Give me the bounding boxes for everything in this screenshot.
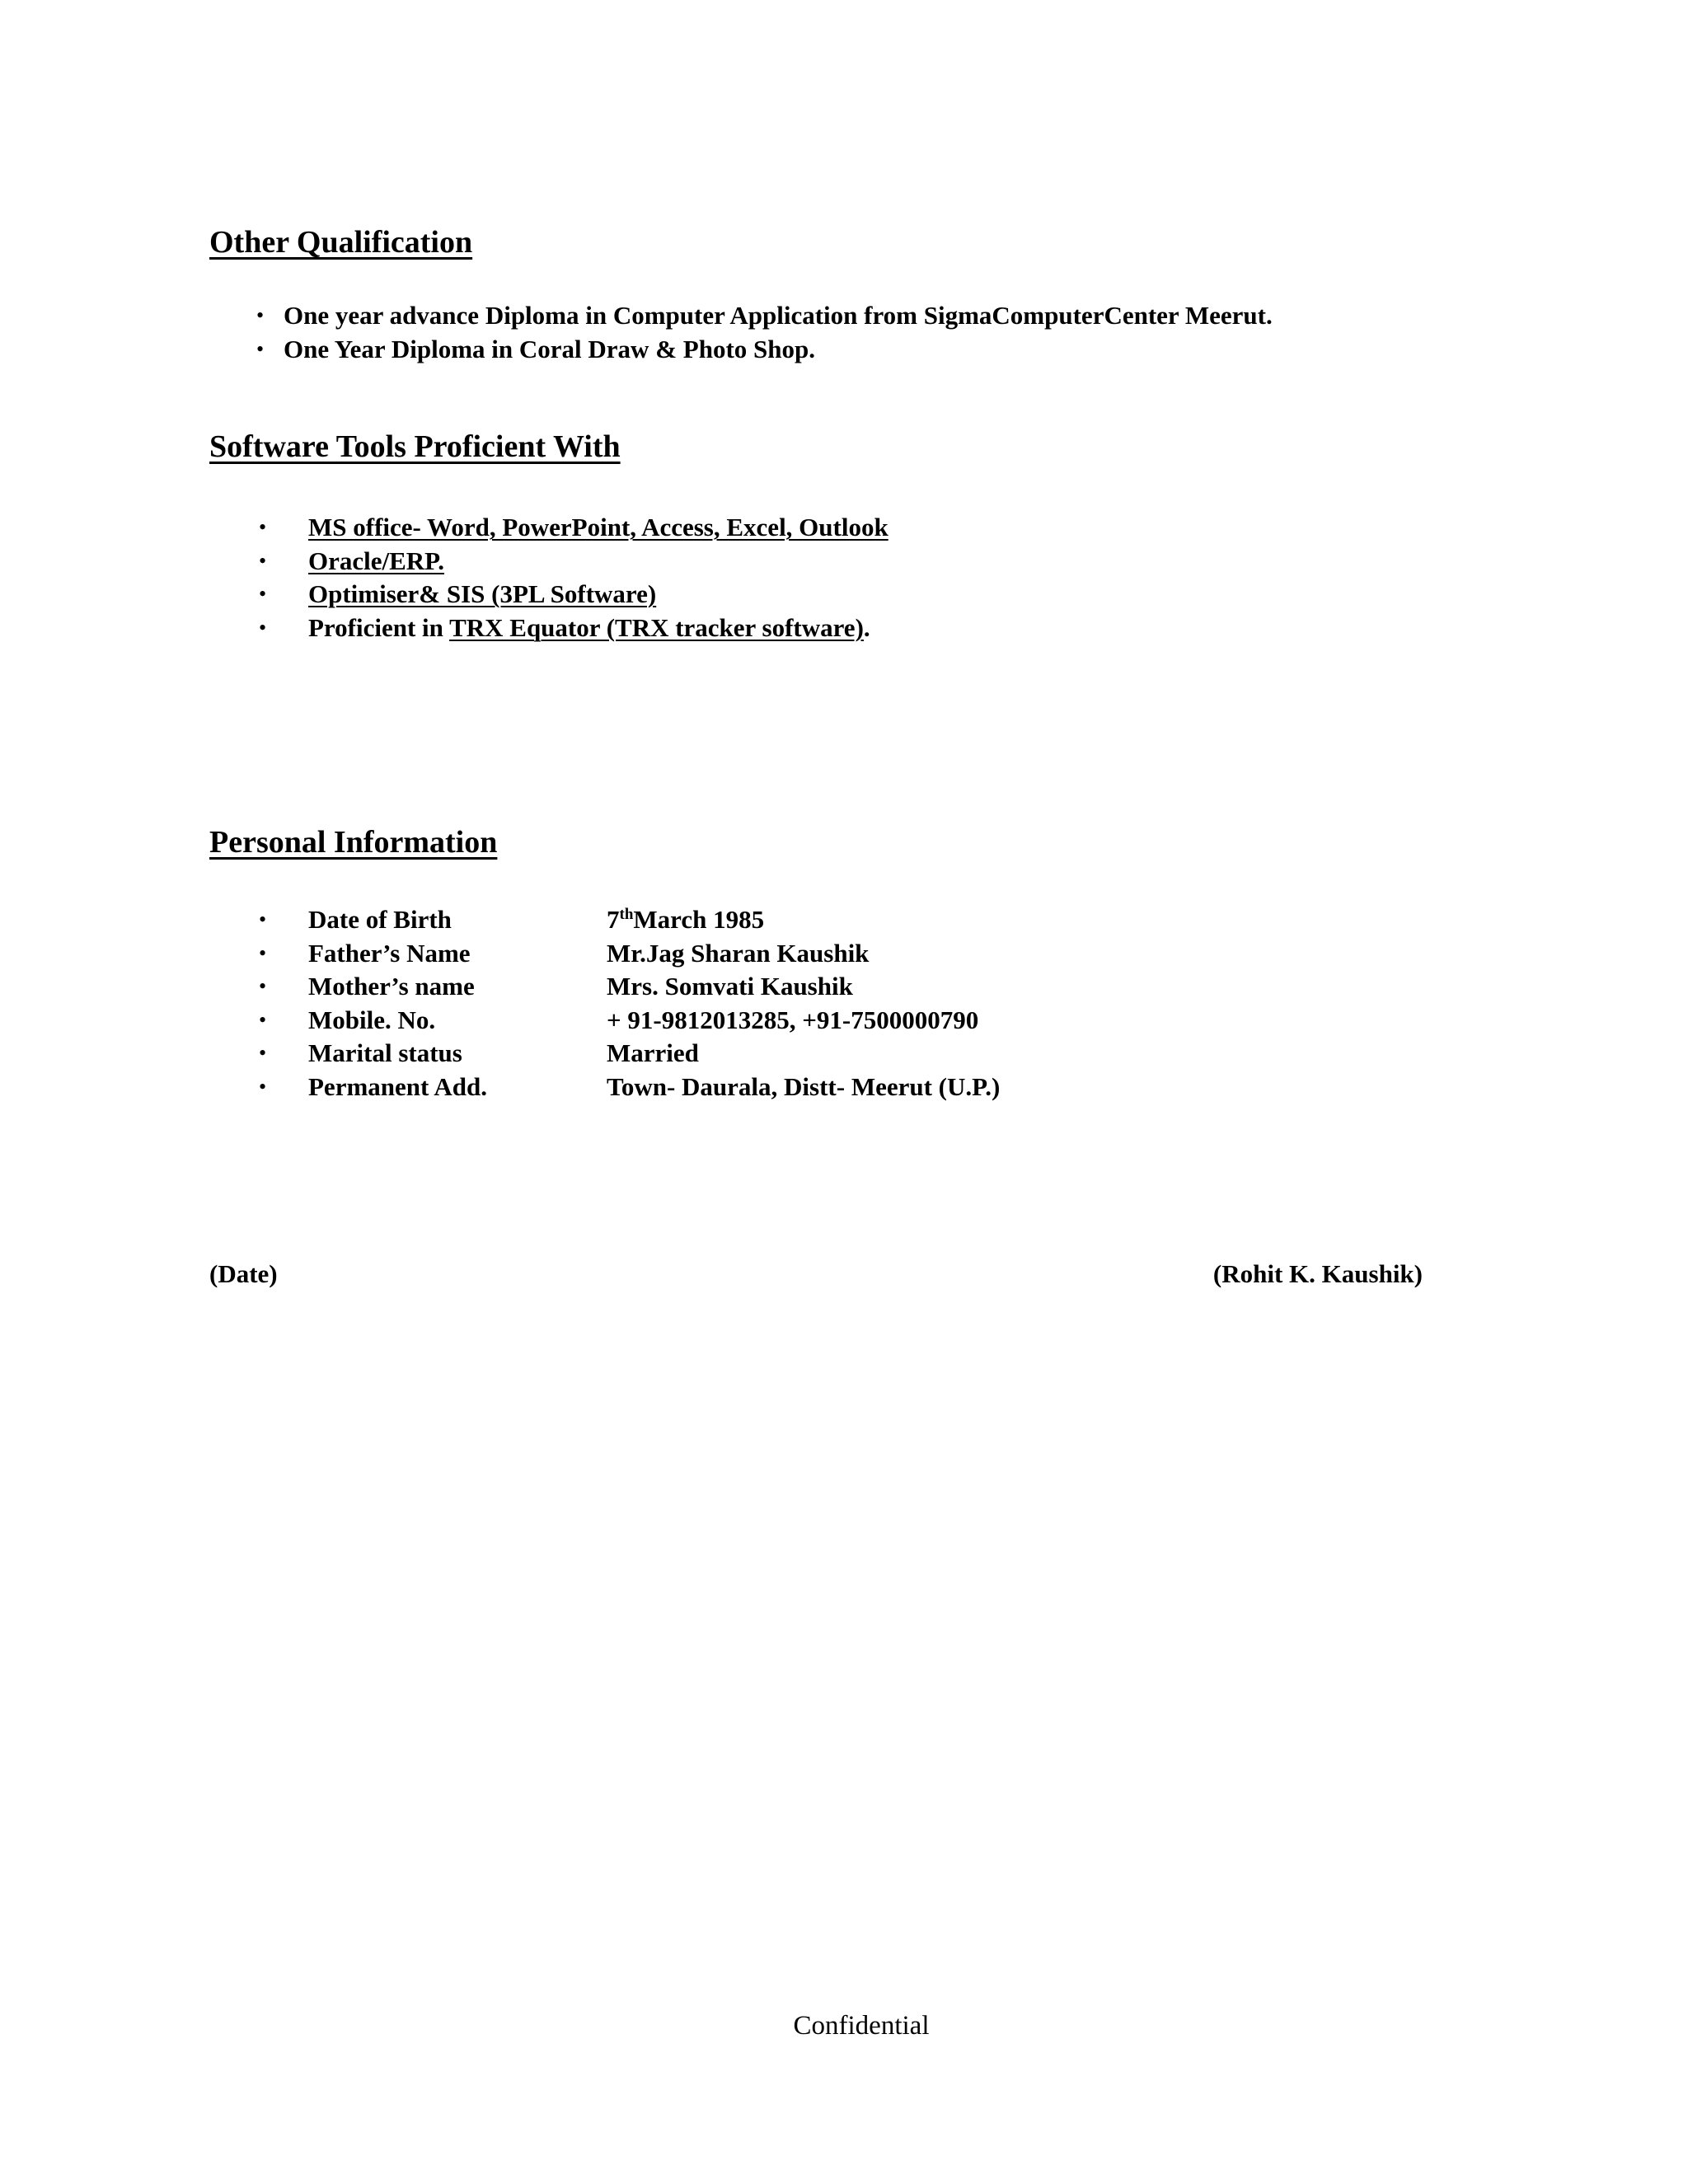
tool-text: TRX Equator (TRX tracker software) xyxy=(449,612,864,642)
list-item xyxy=(259,937,1000,971)
list-item xyxy=(259,612,889,645)
bullet-dot-icon: • xyxy=(259,940,267,965)
bullet-dot-icon: • xyxy=(256,336,265,361)
list-item xyxy=(259,970,1000,1004)
bullet-dot-icon: • xyxy=(259,1041,267,1065)
tool-prefix: Proficient in xyxy=(308,612,450,642)
bullet-dot-icon: • xyxy=(259,515,267,539)
info-label: Mobile. No. xyxy=(308,1005,436,1034)
list-item xyxy=(259,578,889,612)
info-label: Father’s Name xyxy=(308,938,471,968)
info-value-day: 7 xyxy=(607,905,620,934)
list-item xyxy=(259,903,1000,937)
qualification-text: One Year Diploma in Coral Draw & Photo Shop. xyxy=(284,334,815,363)
list-item xyxy=(259,1071,1001,1104)
list-item xyxy=(259,1004,1000,1038)
info-value: Mrs. Somvati Kaushik xyxy=(607,972,853,1001)
other-qualification-list xyxy=(256,299,1273,366)
info-value: Married xyxy=(607,1038,699,1067)
info-value: Town- Daurala, Distt- Meerut (U.P.) xyxy=(607,1071,1001,1101)
personal-information-heading: Personal Information xyxy=(209,825,498,860)
other-qualification-heading: Other Qualification xyxy=(209,225,473,260)
confidential-footer: Confidential xyxy=(793,2011,930,2041)
list-item xyxy=(256,299,1273,333)
info-value-sup: th xyxy=(619,906,634,923)
tool-text: MS office- Word, PowerPoint, Access, Excel, Outlook xyxy=(308,513,889,541)
bullet-dot-icon: • xyxy=(259,582,267,606)
tool-suffix: . xyxy=(863,612,870,642)
list-item xyxy=(259,511,889,545)
bullet-dot-icon: • xyxy=(259,974,267,998)
list-item xyxy=(259,545,889,579)
bullet-dot-icon: • xyxy=(259,1007,267,1032)
info-value: + 91-9812013285, +91-7500000790 xyxy=(607,1005,979,1034)
bullet-dot-icon: • xyxy=(259,907,267,931)
info-value xyxy=(607,905,764,934)
info-label: Marital status xyxy=(308,1038,462,1067)
signature-name: (Rohit K. Kaushik) xyxy=(1212,1259,1423,1288)
bullet-dot-icon: • xyxy=(259,1074,267,1099)
tool-text: Optimiser& SIS (3PL Software) xyxy=(308,579,657,608)
personal-information-list xyxy=(259,903,1001,1104)
info-label: Permanent Add. xyxy=(308,1071,487,1101)
bullet-dot-icon: • xyxy=(259,548,267,573)
info-label: Date of Birth xyxy=(308,905,452,934)
bullet-dot-icon: • xyxy=(256,303,265,327)
software-tools-heading: Software Tools Proficient With xyxy=(209,429,621,464)
date-label: (Date) xyxy=(209,1259,278,1288)
info-value: Mr.Jag Sharan Kaushik xyxy=(607,938,870,968)
info-value-rest: March 1985 xyxy=(633,905,765,934)
list-item xyxy=(256,333,1273,367)
tool-text: Oracle/ERP. xyxy=(308,546,445,575)
software-tools-list xyxy=(259,511,889,644)
bullet-dot-icon: • xyxy=(259,615,267,640)
qualification-text: One year advance Diploma in Computer Application from SigmaComputerCenter Meerut. xyxy=(284,301,1273,330)
list-item xyxy=(259,1037,1000,1071)
info-label: Mother’s name xyxy=(308,972,475,1001)
